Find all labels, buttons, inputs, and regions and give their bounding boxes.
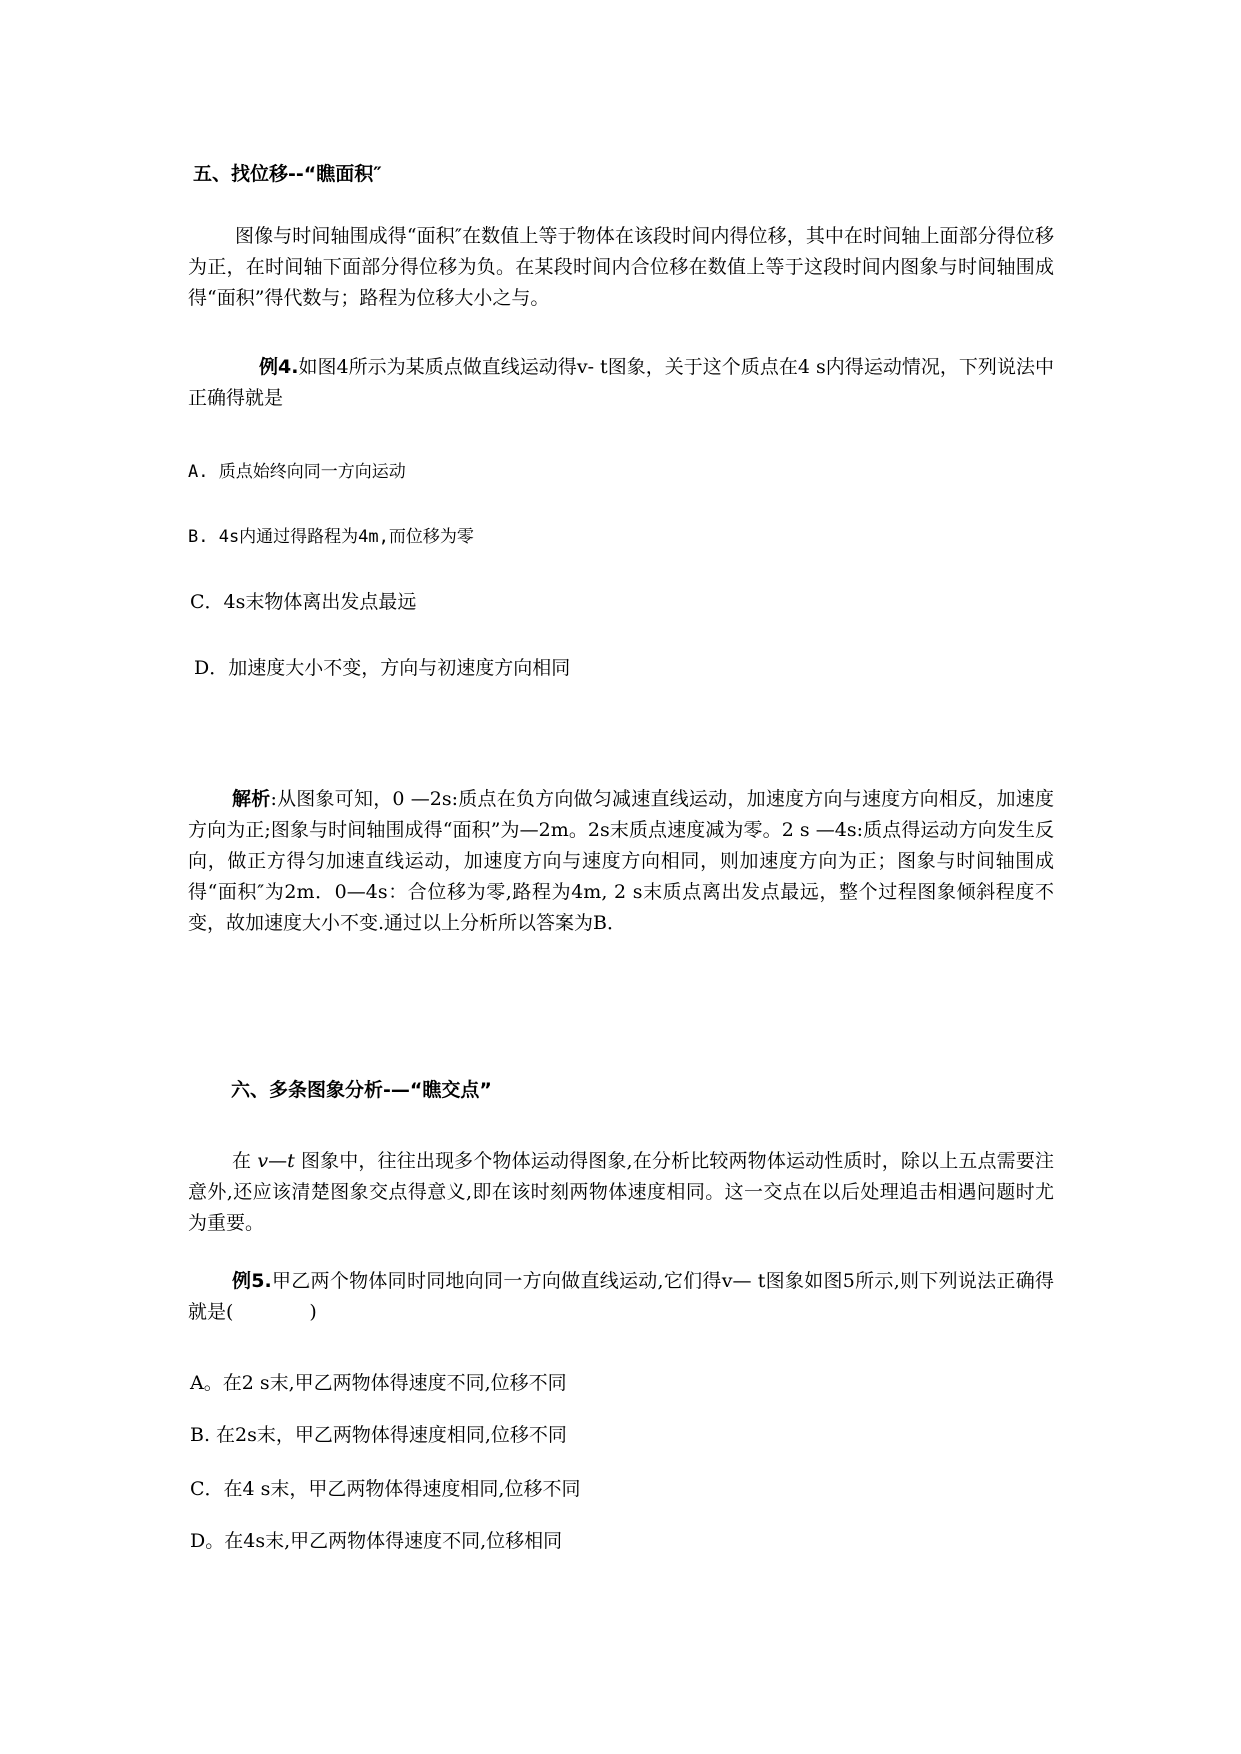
example-4-option-c: C．4s末物体离出发点最远	[190, 591, 417, 613]
paragraph-rest: 图象中，往往出现多个物体运动得图象,在分析比较两物体运动性质时，除以上五点需要注意外,还应该清楚图象交点得意义,即在该时刻两物体速度相同。这一交点在以后处理追击相遇问题时尤为重要。	[188, 1150, 1054, 1234]
example-4-option-b: B. 4s内通过得路程为4m,而位移为零	[188, 527, 474, 547]
analysis-label: 解析	[232, 788, 271, 810]
example-4-text: 如图4所示为某质点做直线运动得v- t图象，关于这个质点在4 s内得运动情况，下列说法中正确得就是	[188, 356, 1054, 409]
example-4-option-a: A. 质点始终向同一方向运动	[188, 462, 406, 482]
example-5-option-a: A。在2 s末,甲乙两物体得速度不同,位移不同	[190, 1372, 567, 1394]
variable-t: t	[287, 1150, 295, 1172]
example-4-question	[188, 352, 1054, 414]
example-5-question	[188, 1266, 1054, 1328]
example-5-option-c: C．在4 s末，甲乙两物体得速度相同,位移不同	[190, 1478, 581, 1500]
section-six-paragraph	[188, 1146, 1054, 1239]
example-4-analysis	[188, 784, 1054, 939]
example-5-option-b: B. 在2s末，甲乙两物体得速度相同,位移不同	[190, 1424, 567, 1446]
section-five-heading: 五、找位移--“瞧面积″	[193, 163, 382, 185]
example-5-option-d: D。在4s末,甲乙两物体得速度不同,位移相同	[190, 1530, 563, 1552]
example-5-text: 甲乙两个物体同时同地向同一方向做直线运动,它们得v— t图象如图5所示,则下列说法正确得就是( )	[188, 1270, 1054, 1323]
example-4-label: 例4.	[259, 356, 299, 378]
analysis-text: :从图象可知，0 —2s:质点在负方向做匀减速直线运动，加速度方向与速度方向相反，加速度方向为正;图象与时间轴围成得“面积”为—2m。2s末质点速度减为零。2 s —4s:质点得运动方向发生反向，做正方得匀加速直线运动，加速度方向与速度方向相同，则加速度方向为正；图象与时间轴围成得“面积″为2m．0—4s：合位移为零,路程为4m, 2 s末质点离出发点最远，整个过程图象倾斜程度不变，故加速度大小不变.通过以上分析所以答案为B．	[188, 788, 1054, 934]
section-five-paragraph: 图像与时间轴围成得“面积″在数值上等于物体在该段时间内得位移，其中在时间轴上面部分得位移为正，在时间轴下面部分得位移为负。在某段时间内合位移在数值上等于这段时间内图象与时间轴围成得“面积”得代数与；路程为位移大小之与。	[188, 225, 1054, 309]
example-4-option-d: D．加速度大小不变，方向与初速度方向相同	[194, 657, 571, 679]
paragraph-dash: —	[268, 1150, 288, 1172]
variable-v: v	[257, 1150, 269, 1172]
section-six-heading: 六、多条图象分析-—“瞧交点”	[231, 1079, 492, 1101]
example-5-label: 例5.	[232, 1270, 272, 1292]
paragraph-lead: 在	[232, 1150, 252, 1172]
